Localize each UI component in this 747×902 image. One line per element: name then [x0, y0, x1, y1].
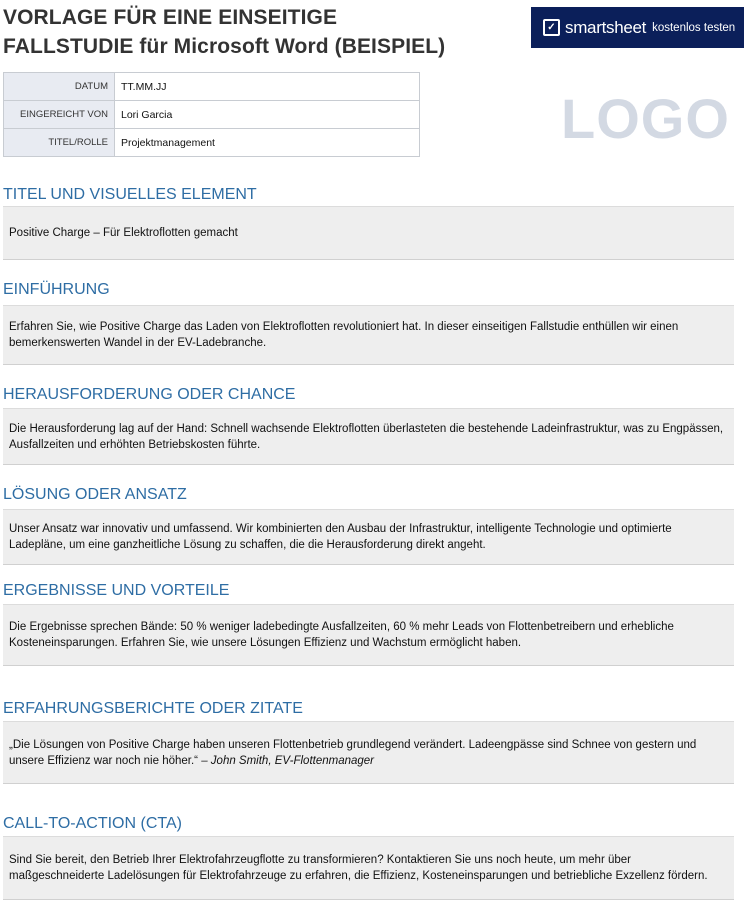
section-text: Erfahren Sie, wie Positive Charge das Laden von Elektroflotten revolutioniert hat. In dieser einseitigen Fallstudie enthüllen wir einen bemerkenswerten Wandel in der EV-Ladebranche.	[9, 321, 679, 349]
section-body[interactable]	[3, 206, 734, 260]
meta-row-date	[4, 73, 420, 101]
section-heading: TITEL UND VISUELLES ELEMENT	[3, 186, 257, 203]
meta-label: TITEL/ROLLE	[4, 129, 115, 157]
section-heading: ERGEBNISSE UND VORTEILE	[3, 582, 230, 599]
meta-value[interactable]: TT.MM.JJ	[115, 73, 420, 101]
section-heading: HERAUSFORDERUNG ODER CHANCE	[3, 386, 296, 403]
smartsheet-trial-button[interactable]	[531, 7, 744, 48]
meta-row-submitted-by	[4, 101, 420, 129]
section-body[interactable]	[3, 305, 734, 365]
quote-attribution: – John Smith, EV-Flottenmanager	[198, 754, 375, 767]
section-text: Die Herausforderung lag auf der Hand: Schnell wachsende Elektroflotten überlasteten die bestehende Ladeinfrastruktur, was zu Engpässen, Ausfallzeiten und erhöhten Betriebskosten führte.	[9, 422, 724, 451]
meta-label: DATUM	[4, 73, 115, 101]
section-body[interactable]	[3, 721, 734, 784]
section-heading: LÖSUNG ODER ANSATZ	[3, 486, 187, 503]
section-text: Sind Sie bereit, den Betrieb Ihrer Elektrofahrzeugflotte zu transformieren? Kontaktieren Sie uns noch heute, um mehr über maßgeschneiderte Ladelösungen für Elektrofahrzeuge zu erfahren, die Effizienz, Kosteneinsparungen und betriebliche Exzellenz fördern.	[9, 854, 708, 882]
section-body[interactable]	[3, 408, 734, 465]
brand-cta: kostenlos testen	[652, 21, 736, 34]
meta-value[interactable]: Lori Garcia	[115, 101, 420, 129]
section-text	[9, 737, 728, 769]
section-body[interactable]	[3, 509, 734, 565]
section-heading: ERFAHRUNGSBERICHTE ODER ZITATE	[3, 700, 303, 717]
section-text: Positive Charge – Für Elektroflotten gemacht	[9, 227, 238, 239]
logo-placeholder: LOGO	[561, 87, 730, 150]
meta-table	[3, 72, 420, 157]
meta-value[interactable]: Projektmanagement	[115, 129, 420, 157]
title-line-1: VORLAGE FÜR EINE EINSEITIGE	[3, 6, 338, 29]
section-heading: CALL-TO-ACTION (CTA)	[3, 815, 182, 832]
smartsheet-check-icon: ✓	[543, 19, 560, 36]
section-heading: EINFÜHRUNG	[3, 281, 110, 298]
section-text: Unser Ansatz war innovativ und umfassend. Wir kombinierten den Ausbau der Infrastruktur, intelligente Technologie und optimierte Ladepläne, um eine ganzheitliche Lösung zu schaffen, die die Herausforderung direkt angeht.	[9, 523, 672, 551]
title-line-2: FALLSTUDIE für Microsoft Word (BEISPIEL)	[3, 35, 446, 58]
brand-name: smartsheet	[565, 17, 647, 37]
section-text: Die Ergebnisse sprechen Bände: 50 % weniger ladebedingte Ausfallzeiten, 60 % mehr Leads von Flottenbetreibern und erhebliche Kosteneinsparungen. Erfahren Sie, wie unsere Lösungen Effizienz und Wachstum ermöglicht haben.	[9, 621, 674, 649]
quote-text: „Die Lösungen von Positive Charge haben unseren Flottenbetrieb grundlegend verändert. Ladeengpässe sind Schnee von gestern und unsere Effizienz war noch nie höher.“	[9, 738, 697, 767]
section-body[interactable]	[3, 836, 734, 900]
meta-row-role	[4, 129, 420, 157]
document-title	[3, 3, 445, 61]
section-body[interactable]	[3, 604, 734, 666]
meta-label: EINGEREICHT VON	[4, 101, 115, 129]
